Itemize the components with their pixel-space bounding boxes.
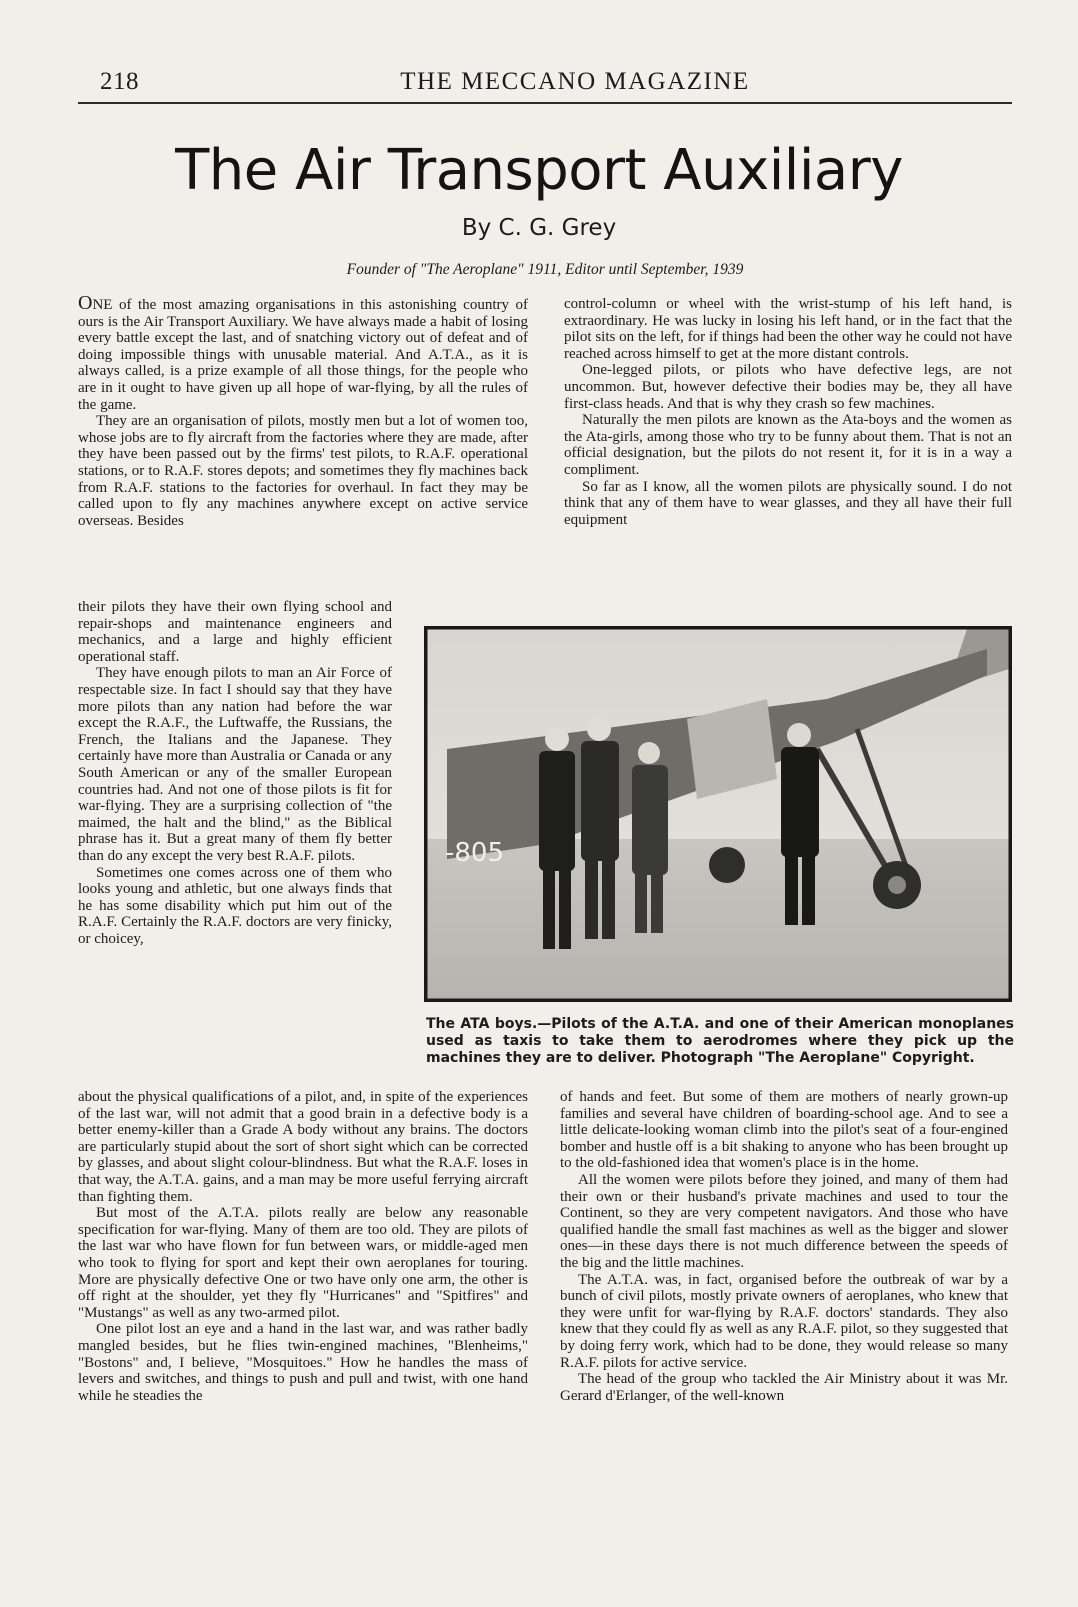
rear-wheel <box>709 847 745 883</box>
photo-illustration <box>427 629 1009 999</box>
column-left-top <box>78 292 528 529</box>
column-left-bottom <box>78 1089 528 1404</box>
paragraph: of hands and feet. But some of them are mothers of nearly grown-up families and several have children of boarding-school age. And to see a little delicate-looking woman climb into the pilot's seat of a four-engined bomber and hustle off is a bit shaking to anyone who has been brought up to the old-fashioned idea that women's place is in the home. <box>560 1089 1008 1172</box>
column-left-wrap <box>78 599 392 947</box>
paragraph: about the physical qualifications of a pilot, and, in spite of the experiences of the last war, will not admit that a good brain in a defective body is a better enemy-killer than a Grade A body without any brains. The doctors are particularly stupid about the sort of short sight which can be corrected by glasses, and about slight colour-blindness. But what the R.A.F. loses in that way, the A.T.A. gains, and a man may be more useful ferrying aircraft than fighting them. <box>78 1089 528 1205</box>
paragraph: their pilots they have their own flying school and repair-shops and maintenance engineers and mechanics, and a large and highly efficient operational staff. <box>78 599 392 665</box>
page-number: 218 <box>100 68 139 95</box>
page-header <box>78 66 1012 106</box>
header-rule <box>78 102 1012 104</box>
paragraph-text: NE of the most amazing organisations in this astonishing country of ours is the Air Transport Auxiliary. We have always made a habit of losing every battle except the last, and of snatching victory out of defeat and of doing impossible things with unusable material. And A.T.A., as it is always called, is a prize example of all those things, for the people who are in it ought to have given up all hope of war-flying, by all the rules of the game. <box>78 297 528 413</box>
drop-cap: O <box>78 292 93 314</box>
wheel-hub <box>888 876 906 894</box>
paragraph: One pilot lost an eye and a hand in the last war, and was rather badly mangled besides, but he flies twin-engined machines, "Blenheims," "Bostons" and, I believe, "Mosquitoes." How he handles the mass of levers and switches, and things to push and pull and twist, with one hand while he steadies the <box>78 1321 528 1404</box>
paragraph: But most of the A.T.A. pilots really are below any reasonable specification for war-flying. Many of them are too old. They are pilots of the last war who have flown for fun between wars, or middle-aged men who took to flying for sport and kept their own aeroplanes for touring. More are physically defective One or two have only one arm, the other is off right at the shoulder, yet they fly "Hurricanes" and "Spitfires" and "Mustangs" as well as any two-armed pilot. <box>78 1205 528 1321</box>
paragraph: They are an organisation of pilots, mostly men but a lot of women too, whose jobs are to fly aircraft from the factories where they are made, after they have been passed out by the firms' test pilots, to R.A.F. operational stations, or to R.A.F. stores depots; and sometimes they fly machines back from R.A.F. stations to the factories for overhaul. In fact they may be called upon to fly any machines anywhere except on active service overseas. Besides <box>78 413 528 529</box>
aircraft-photograph <box>424 626 1012 1002</box>
paragraph: Sometimes one comes across one of them who looks young and athletic, but one always finds that he has some disability which put him out of the R.A.F. Certainly the R.A.F. doctors are very finicky, or choicey, <box>78 864 392 947</box>
paragraph: They have enough pilots to man an Air Force of respectable size. In fact I should say that they have more pilots than any nation had before the war except the R.A.F., the Luftwaffe, the Russians, the French, the Italians and the Japanese. They certainly have more than Australia or Canada or any South American or any of the smaller European countries had. And not one of those pilots is fit for war-flying. They are a surprising collection of "the maimed, the halt and the blind," as the Biblical phrase has it. But a great many of them fly better than do any except the very best R.A.F. pilots. <box>78 665 392 864</box>
paragraph: The head of the group who tackled the Air Ministry about it was Mr. Gerard d'Erlanger, of the well-known <box>560 1371 1008 1404</box>
article-title: The Air Transport Auxiliary <box>175 138 903 203</box>
photo-caption: The ATA boys.—Pilots of the A.T.A. and one of their American monoplanes used as taxis to take them to aerodromes where they pick up the machines they are to deliver. Photograph "The Aeroplane" Copyright. <box>426 1016 1014 1066</box>
paragraph: Naturally the men pilots are known as the Ata-boys and the women as the Ata-girls, among those who try to be funny about them. That is not an official designation, but the pilots do not resent it, for it is in a way a compliment. <box>564 412 1012 478</box>
registration-marking: -805 <box>445 838 505 868</box>
column-right-top <box>564 296 1012 528</box>
paragraph: So far as I know, all the women pilots are physically sound. I do not think that any of them have to wear glasses, and they all have their full equipment <box>564 478 1012 528</box>
paragraph: One-legged pilots, or pilots who have defective legs, are not uncommon. But, however defective their bodies may be, they all have first-class heads. And that is why they crash so few machines. <box>564 362 1012 412</box>
paragraph: control-column or wheel with the wrist-stump of his left hand, is extraordinary. He was lucky in losing his left hand, or in the fact that the pilot sits on the left, for if things had been the other way he could not have reached across himself to get at the more distant controls. <box>564 296 1012 362</box>
column-right-bottom <box>560 1089 1008 1404</box>
paragraph: The A.T.A. was, in fact, organised before the outbreak of war by a bunch of civil pilots, mostly private owners of aeroplanes, who knew that they were unfit for war-flying by R.A.F. doctors' standards. They also knew that they could fly as well as any R.A.F. pilot, so they suggested that by doing ferry work, which had to be done, they would release so many R.A.F. pilots for active service. <box>560 1271 1008 1371</box>
author-credit: Founder of "The Aeroplane" 1911, Editor until September, 1939 <box>346 261 744 278</box>
paragraph: All the women were pilots before they joined, and many of them had their own or their husband's private machines and used to tour the Continent, so they are very competent navigators. And those who have qualified handle the small fast machines as well as the bigger and slower ones—in these days there is not much difference between the speeds of the big and the little machines. <box>560 1171 1008 1271</box>
byline: By C. G. Grey <box>461 215 617 241</box>
running-title: THE MECCANO MAGAZINE <box>400 68 750 95</box>
paragraph <box>78 292 528 413</box>
